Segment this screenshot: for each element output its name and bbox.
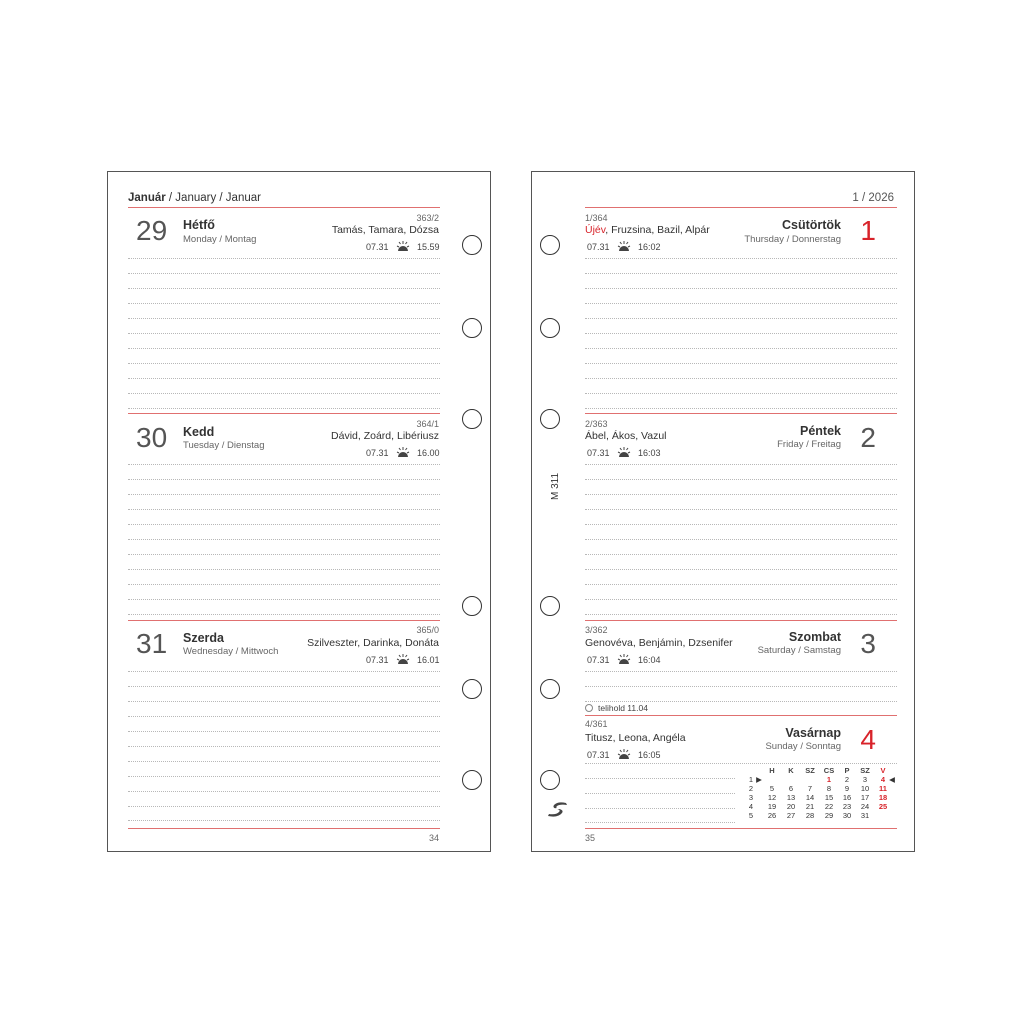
sunrise-time: 07.31	[366, 242, 389, 252]
mini-cal-day: 1	[826, 775, 832, 784]
note-line	[585, 763, 897, 764]
mini-cal-day: 2	[844, 775, 850, 784]
mini-cal-week: 2	[748, 784, 754, 793]
footer-rule	[128, 828, 440, 829]
day-name: Szombat	[788, 630, 841, 644]
mini-cal-day: 17	[860, 793, 870, 802]
note-line	[585, 348, 897, 349]
mini-cal-header: SZ	[805, 766, 815, 775]
sun-half-icon	[617, 748, 631, 760]
note-line	[585, 701, 897, 702]
day-of-year: 2/363	[585, 419, 608, 429]
moon-circle-icon	[585, 704, 593, 712]
sunrise-time: 07.31	[587, 242, 610, 252]
binder-hole	[540, 235, 560, 255]
note-line	[128, 761, 440, 762]
sunset-time: 15.59	[417, 242, 440, 252]
note-line	[585, 554, 897, 555]
binder-hole	[462, 235, 482, 255]
sunrise-time: 07.31	[366, 448, 389, 458]
day-number: 30	[136, 422, 168, 453]
day-of-year: 4/361	[585, 719, 608, 729]
mini-cal-day: 7	[807, 784, 813, 793]
name-days: Dávid, Zoárd, Libériusz	[331, 430, 439, 442]
note-line	[128, 731, 440, 732]
note-line	[128, 820, 440, 821]
day-name: Kedd	[183, 425, 215, 439]
day-number: 1	[860, 215, 876, 246]
left-diary-page	[107, 171, 491, 852]
mini-cal-day: 21	[805, 802, 815, 811]
note-line	[128, 509, 440, 510]
sun-half-icon	[617, 446, 631, 458]
holiday-name: Újév	[585, 224, 606, 236]
note-line	[585, 539, 897, 540]
mini-cal-header: SZ	[860, 766, 870, 775]
mini-cal-day: 14	[805, 793, 815, 802]
note-line	[585, 686, 897, 687]
note-line	[585, 599, 897, 600]
day-divider	[128, 413, 440, 414]
binder-hole	[540, 318, 560, 338]
note-line	[585, 258, 897, 259]
mini-cal-day: 12	[767, 793, 777, 802]
note-line	[128, 716, 440, 717]
note-line	[128, 746, 440, 747]
sunrise-time: 07.31	[366, 655, 389, 665]
sunset-time: 16.00	[417, 448, 440, 458]
note-line	[585, 509, 897, 510]
note-line	[128, 701, 440, 702]
triangle-marker-icon: ◀	[889, 775, 895, 784]
note-line	[585, 822, 735, 823]
mini-cal-day: 31	[860, 811, 870, 820]
mini-cal-day: 13	[786, 793, 796, 802]
day-translation: Saturday / Samstag	[757, 645, 841, 656]
mini-cal-day: 23	[842, 802, 852, 811]
mini-cal-day: 4	[880, 775, 886, 784]
note-line	[585, 614, 897, 615]
day-number: 29	[136, 215, 168, 246]
note-line	[128, 318, 440, 319]
mini-cal-day: 30	[842, 811, 852, 820]
note-line	[128, 671, 440, 672]
binder-hole	[540, 679, 560, 699]
name-days: Szilveszter, Darinka, Donáta	[307, 637, 439, 649]
note-line	[585, 569, 897, 570]
day-divider	[585, 413, 897, 414]
sun-half-icon	[396, 653, 410, 665]
note-line	[585, 494, 897, 495]
note-line	[128, 303, 440, 304]
mini-cal-day: 16	[842, 793, 852, 802]
mini-cal-week: 4	[748, 802, 754, 811]
mini-cal-day: 9	[844, 784, 850, 793]
right-diary-page	[531, 171, 915, 852]
note-line	[585, 318, 897, 319]
day-of-year: 3/362	[585, 625, 608, 635]
mini-cal-day: 5	[769, 784, 775, 793]
triangle-marker-icon: ▶	[756, 775, 762, 784]
note-line	[128, 273, 440, 274]
sunset-time: 16:02	[638, 242, 661, 252]
binder-hole	[462, 596, 482, 616]
mini-cal-day: 19	[767, 802, 777, 811]
note-line	[128, 599, 440, 600]
note-line	[585, 479, 897, 480]
mini-cal-day: 8	[826, 784, 832, 793]
note-line	[128, 348, 440, 349]
note-line	[128, 554, 440, 555]
mini-cal-day: 25	[878, 802, 888, 811]
header-rule	[128, 207, 440, 208]
note-line	[128, 494, 440, 495]
sun-half-icon	[396, 446, 410, 458]
day-divider	[585, 715, 897, 716]
mini-cal-day: 22	[824, 802, 834, 811]
day-translation: Wednesday / Mittwoch	[183, 646, 279, 657]
mini-cal-day: 26	[767, 811, 777, 820]
sunset-time: 16:05	[638, 750, 661, 760]
binder-hole	[462, 409, 482, 429]
note-line	[585, 363, 897, 364]
sun-half-icon	[617, 653, 631, 665]
brand-logo-icon	[546, 801, 570, 817]
note-line	[128, 569, 440, 570]
name-days: Titusz, Leona, Angéla	[585, 732, 686, 744]
day-number: 31	[136, 628, 168, 659]
day-of-year: 1/364	[585, 213, 608, 223]
note-line	[128, 791, 440, 792]
mini-cal-header: K	[788, 766, 794, 775]
day-divider	[585, 620, 897, 621]
mini-cal-header: H	[769, 766, 775, 775]
sun-half-icon	[617, 240, 631, 252]
mini-cal-day: 24	[860, 802, 870, 811]
note-line	[128, 363, 440, 364]
mini-cal-day: 20	[786, 802, 796, 811]
day-translation: Tuesday / Dienstag	[183, 440, 265, 451]
day-number: 4	[860, 724, 876, 755]
note-line	[128, 333, 440, 334]
day-number: 2	[860, 422, 876, 453]
note-line	[585, 393, 897, 394]
footer-rule	[585, 828, 897, 829]
month-header-translations: / January / Januar	[165, 192, 261, 204]
day-of-year: 364/1	[416, 419, 439, 429]
month-header	[128, 192, 261, 204]
sunset-time: 16:04	[638, 655, 661, 665]
mini-cal-day: 6	[788, 784, 794, 793]
name-days: Genovéva, Benjámin, Dzsenifer	[585, 637, 733, 649]
note-line	[128, 539, 440, 540]
day-name: Hétfő	[183, 218, 215, 232]
name-days-list: , Fruzsina, Bazil, Alpár	[605, 224, 710, 236]
day-translation: Monday / Montag	[183, 234, 257, 245]
mini-cal-day: 29	[824, 811, 834, 820]
day-divider	[128, 620, 440, 621]
day-of-year: 365/0	[416, 625, 439, 635]
note-line	[128, 258, 440, 259]
mini-cal-header: V	[880, 766, 886, 775]
note-line	[585, 378, 897, 379]
sunrise-time: 07.31	[587, 448, 610, 458]
note-line	[128, 288, 440, 289]
sunrise-time: 07.31	[587, 655, 610, 665]
week-year-header: 1 / 2026	[852, 192, 894, 204]
month-header-hu: Január	[128, 192, 166, 204]
day-name: Szerda	[183, 631, 224, 645]
note-line	[585, 524, 897, 525]
note-line	[585, 671, 897, 672]
note-line	[128, 464, 440, 465]
note-line	[585, 408, 897, 409]
day-translation: Friday / Freitag	[777, 439, 841, 450]
binder-hole	[462, 679, 482, 699]
sun-half-icon	[396, 240, 410, 252]
day-translation: Thursday / Donnerstag	[744, 234, 841, 245]
sunrise-time: 07.31	[587, 750, 610, 760]
mini-cal-header: P	[844, 766, 850, 775]
note-line	[585, 793, 735, 794]
sunset-time: 16.01	[417, 655, 440, 665]
day-name: Vasárnap	[785, 726, 841, 740]
binder-hole	[540, 596, 560, 616]
note-line	[128, 378, 440, 379]
note-line	[585, 288, 897, 289]
note-line	[128, 776, 440, 777]
note-line	[128, 479, 440, 480]
name-days: Tamás, Tamara, Dózsa	[331, 224, 439, 236]
mini-cal-week: 1	[748, 775, 754, 784]
note-line	[585, 303, 897, 304]
day-name: Csütörtök	[781, 218, 841, 232]
mini-cal-day: 28	[805, 811, 815, 820]
note-line	[128, 806, 440, 807]
mini-cal-day: 10	[860, 784, 870, 793]
mini-cal-day: 3	[862, 775, 868, 784]
note-line	[585, 273, 897, 274]
note-line	[585, 584, 897, 585]
mini-cal-header: CS	[823, 766, 835, 775]
note-line	[585, 808, 735, 809]
mini-cal-day: 18	[878, 793, 888, 802]
name-days	[585, 224, 710, 236]
header-rule	[585, 207, 897, 208]
day-name: Péntek	[800, 424, 841, 438]
binder-hole	[540, 770, 560, 790]
note-line	[128, 408, 440, 409]
mini-cal-week: 5	[748, 811, 754, 820]
mini-cal-week: 3	[748, 793, 754, 802]
note-line	[585, 464, 897, 465]
sunset-time: 16:03	[638, 448, 661, 458]
mini-cal-day: 11	[879, 784, 887, 793]
note-line	[585, 333, 897, 334]
page-number: 34	[428, 833, 439, 843]
product-code: M 311	[550, 472, 561, 500]
mini-cal-day: 15	[824, 793, 834, 802]
binder-hole	[462, 318, 482, 338]
binder-hole	[540, 409, 560, 429]
binder-hole	[462, 770, 482, 790]
note-line	[128, 686, 440, 687]
note-line	[128, 393, 440, 394]
note-line	[128, 524, 440, 525]
page-number: 35	[585, 833, 596, 843]
moon-phase-note: telihold 11.04	[598, 703, 648, 713]
note-line	[585, 778, 735, 779]
note-line	[128, 584, 440, 585]
day-translation: Sunday / Sonntag	[765, 741, 841, 752]
name-days: Ábel, Ákos, Vazul	[585, 430, 667, 442]
note-line	[128, 614, 440, 615]
day-of-year: 363/2	[416, 213, 439, 223]
mini-cal-day: 27	[786, 811, 796, 820]
day-number: 3	[860, 628, 876, 659]
